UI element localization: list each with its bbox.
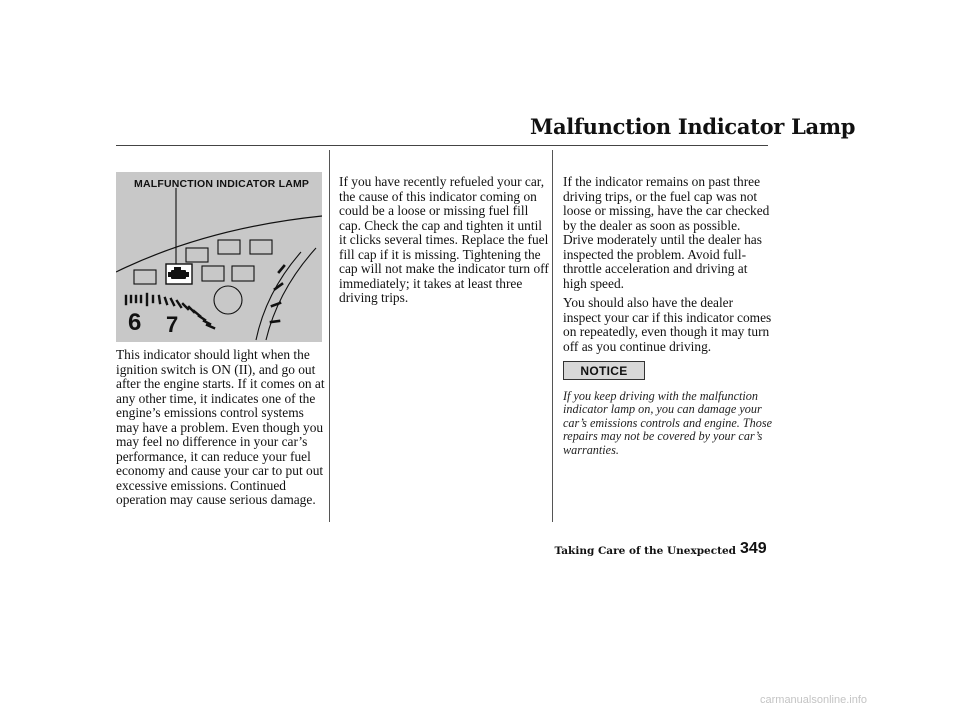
watermark: carmanualsonline.info [760,694,868,706]
paragraph-fuel-cap: If you have recently refueled your car, the cause of this indicator coming on could be a loose or missing fuel fill cap. Check the cap and tighten it until it clicks several times. Replace the fuel fill cap if it is missing. Tightening the cap will not make the indicator turn off immediately; it takes at least three driving trips. [339,174,549,305]
column-divider-1 [329,150,330,522]
paragraph-dealer-check: If the indicator remains on past three driving trips, or the fuel cap was not loose or missing, have the car checked by the dealer as soon as possible. Drive moderately until the dealer has inspected the problem. Avoid full-throttle acceleration and driving at high speed. [563,174,770,291]
page-number: 349 [740,540,767,557]
instrument-panel-illustration [116,172,322,342]
gauge-number-6: 6 [128,309,142,336]
instrument-cluster-drawing [116,172,322,342]
paragraph-repeated-indicator: You should also have the dealer inspect your car if this indicator comes on repeatedly, even though it may turn off as you continue driving. [563,295,772,354]
illustration-label: MALFUNCTION INDICATOR LAMP [134,178,310,190]
paragraph-indicator-behavior: This indicator should light when the ignition switch is ON (II), and go out after the engine starts. If it comes on at any other time, it indicates one of the engine’s emissions control systems may have a problem. Even though you may feel no difference in your car’s performance, it can reduce your fuel economy and cause your car to put out excessive emissions. Continued operation may cause serious damage. [116,347,325,507]
title-divider [116,145,768,146]
notice-label: NOTICE [580,363,628,378]
notice-text: If you keep driving with the malfunction indicator lamp on, you can damage your car’s emissions controls and engine. Those repairs may not be covered by your car’s warranties. [563,389,772,457]
footer-section-title: Taking Care of the Unexpected [554,545,736,557]
notice-badge [563,361,645,380]
column-divider-2 [552,150,553,522]
page-title: Malfunction Indicator Lamp [530,114,856,139]
gauge-number-7: 7 [166,312,179,337]
